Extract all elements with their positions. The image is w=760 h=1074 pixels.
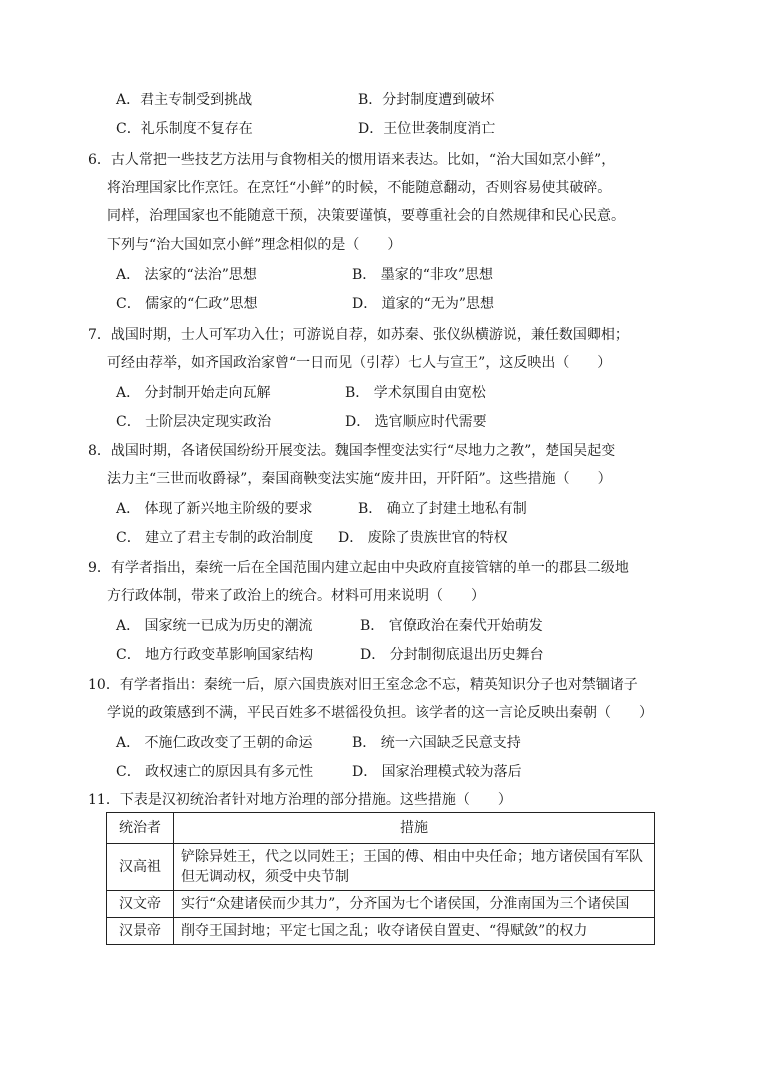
q9-option-c: C． 地方行政变革影响国家结构 (116, 647, 314, 663)
q5-option-b: B．分封制度遭到破坏 (358, 92, 495, 108)
q10-option-d: D． 国家治理模式较为落后 (352, 764, 522, 780)
q6-stem-line-1: 6．古人常把一些技艺方法用与食物相关的惯用语来表达。比如，“治大国如烹小鲜”， (88, 152, 616, 168)
table-row (107, 918, 655, 945)
measures-table (106, 812, 655, 945)
q7-option-b: B． 学术氛围自由宽松 (345, 385, 486, 401)
q6-stem-line-4: 下列与“治大国如烹小鲜”理念相似的是（ ） (107, 237, 402, 253)
table-cell-ruler: 汉景帝 (107, 918, 174, 945)
q8-option-a: A． 体现了新兴地主阶级的要求 (116, 501, 313, 517)
q6-stem-line-3: 同样，治理国家也不能随意干预，决策要谨慎，要尊重社会的自然规律和民心民意。 (107, 208, 625, 224)
q9-option-d: D． 分封制彻底退出历史舞台 (360, 647, 544, 663)
q5-option-d: D．王位世袭制度消亡 (358, 121, 496, 137)
q5-option-a: A．君主专制受到挑战 (116, 92, 253, 108)
q11-stem: 11．下表是汉初统治者针对地方治理的部分措施。这些措施（ ） (88, 792, 512, 808)
q6-option-d: D． 道家的“无为”思想 (352, 296, 494, 312)
q7-stem-line-2: 可经由荐举，如齐国政治家曾“一日而见（引荐）七人与宣王”，这反映出（ ） (107, 355, 612, 371)
q6-option-c: C． 儒家的“仁政”思想 (116, 296, 258, 312)
q7-option-a: A． 分封制开始走向瓦解 (116, 385, 271, 401)
q8-stem-line-2: 法力主“三世而收爵禄”，秦国商鞅变法实施“废井田，开阡陌”。这些措施（ ） (107, 471, 612, 487)
table-cell-measure: 实行“众建诸侯而少其力”，分齐国为七个诸侯国，分淮南国为三个诸侯国 (174, 891, 655, 918)
table-cell-ruler: 汉文帝 (107, 891, 174, 918)
q10-stem-line-2: 学说的政策感到不满，平民百姓多不堪徭役负担。该学者的这一言论反映出秦朝（ ） (107, 705, 653, 721)
q8-option-b: B． 确立了封建土地私有制 (358, 501, 527, 517)
q8-stem-line-1: 8．战国时期，各诸侯国纷纷开展变法。魏国李悝变法实行“尽地力之教”，楚国吴起变 (88, 443, 616, 459)
q10-option-b: B． 统一六国缺乏民意支持 (352, 735, 521, 751)
q10-option-a: A． 不施仁政改变了王朝的命运 (116, 735, 313, 751)
table-row (107, 844, 655, 891)
q9-option-b: B． 官僚政治在秦代开始萌发 (360, 618, 543, 634)
q5-option-c: C．礼乐制度不复存在 (116, 121, 253, 137)
q9-option-a: A． 国家统一已成为历史的潮流 (116, 618, 313, 634)
table-header-measure: 措施 (174, 813, 655, 844)
q6-stem-line-2: 将治理国家比作烹饪。在烹饪“小鲜”的时候，不能随意翻动，否则容易使其破碎。 (107, 180, 612, 196)
q10-stem-line-1: 10．有学者指出：秦统一后，原六国贵族对旧王室念念不忘，精英知识分子也对禁锢诸子 (88, 677, 638, 693)
table-cell-ruler: 汉高祖 (107, 844, 174, 891)
table-row (107, 891, 655, 918)
q8-option-d: D． 废除了贵族世官的特权 (338, 530, 508, 546)
q9-stem-line-2: 方行政体制，带来了政治上的统合。材料可用来说明（ ） (107, 588, 485, 604)
q7-option-d: D． 选官顺应时代需要 (345, 414, 487, 430)
q6-option-b: B． 墨家的“非攻”思想 (352, 267, 494, 283)
table-header-row (107, 813, 655, 844)
q7-stem-line-1: 7．战国时期，士人可军功入仕；可游说自荐，如苏秦、张仪纵横游说，兼任数国卿相； (88, 327, 629, 343)
q8-option-c: C． 建立了君主专制的政治制度 (116, 530, 314, 546)
table-header-ruler: 统治者 (107, 813, 174, 844)
table-cell-measure: 削夺王国封地；平定七国之乱；收夺诸侯自置吏、“得赋敛”的权力 (174, 918, 655, 945)
q9-stem-line-1: 9．有学者指出，秦统一后在全国范围内建立起由中央政府直接管辖的单一的郡县二级地 (88, 560, 629, 576)
q10-option-c: C． 政权速亡的原因具有多元性 (116, 764, 314, 780)
q7-option-c: C． 士阶层决定现实政治 (116, 414, 272, 430)
q6-option-a: A． 法家的“法治”思想 (116, 267, 257, 283)
table-cell-measure: 铲除异姓王，代之以同姓王；王国的傅、相由中央任命；地方诸侯国有军队但无调动权，须受中央节制 (174, 844, 655, 891)
